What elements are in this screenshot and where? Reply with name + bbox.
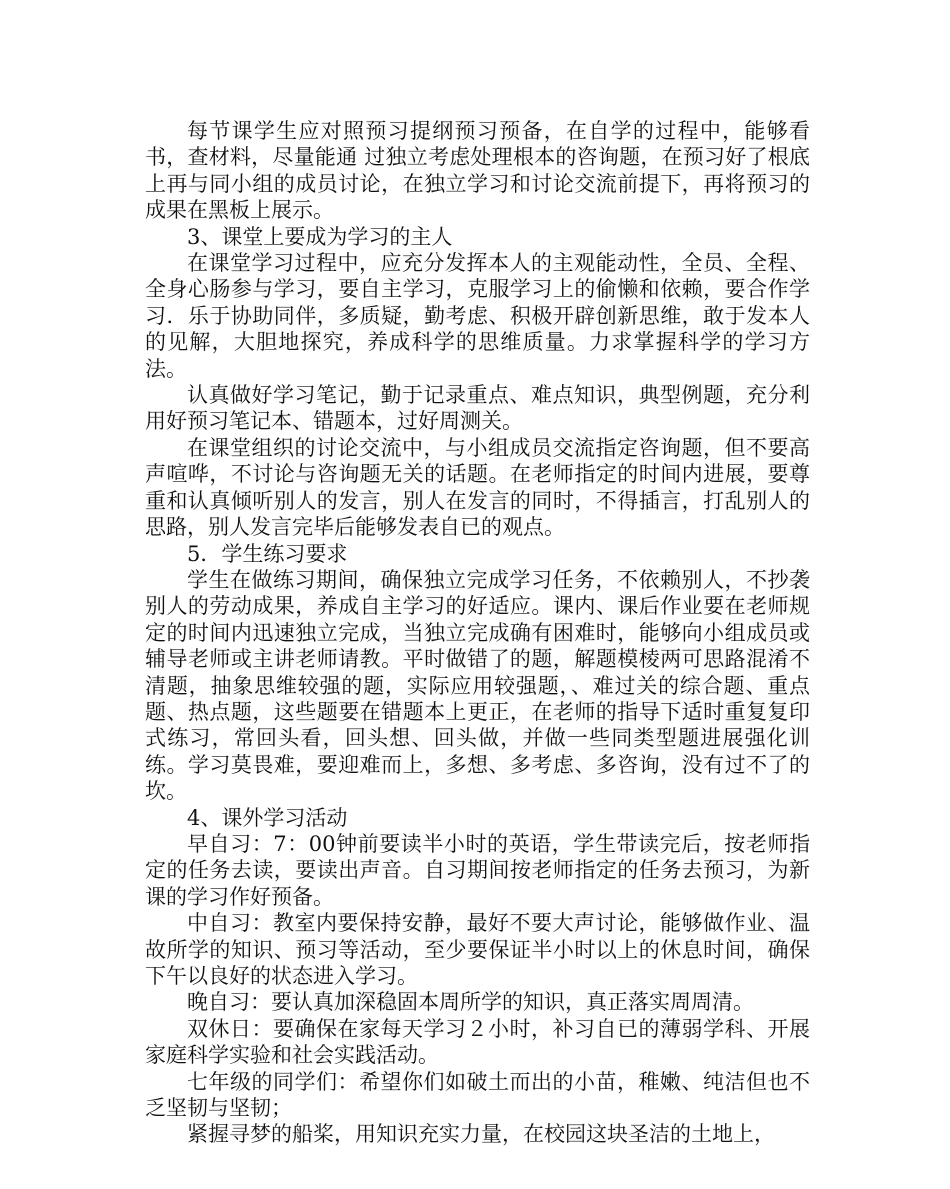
paragraph-noon-study: 中自习：教室内要保持安静，最好不要大声讨论，能够做作业、温故所学的知识、预习等活动，至少要保证半小时以上的休息时间，确保下午以良好的状态进入学习。 xyxy=(145,911,810,988)
heading-extracurricular-activities: 4、课外学习活动 xyxy=(187,805,348,830)
document-page xyxy=(145,118,810,1148)
paragraph-study-notes: 认真做好学习笔记，勤于记录重点、难点知识，典型例题，充分利用好预习笔记本、错题本，过好周测关。 xyxy=(145,383,810,434)
paragraph-preview-instructions: 每节课学生应对照预习提纲预习预备，在自学的过程中，能够看书，查材料，尽量能通 过独立考虑处理根本的咨询题，在预习好了根底上再与同小组的成员讨论，在独立学习和讨论交流前提下，再将预习的成果在黑板上展示。 xyxy=(145,119,810,223)
paragraph-group-discussion: 在课堂组织的讨论交流中，与小组成员交流指定咨询题，但不要高声喧哗，不讨论与咨询题无关的话题。在老师指定的时间内进展，要尊重和认真倾听别人的发言，别人在发言的同时，不得插言，打乱别人的思路，别人发言完毕后能够发表自已的观点。 xyxy=(145,435,810,540)
heading-classroom-master: 3、课堂上要成为学习的主人 xyxy=(187,224,453,249)
heading-practice-requirements: 5．学生练习要求 xyxy=(187,541,348,566)
paragraph-weekend: 双休日：要确保在家每天学习２小时，补习自已的薄弱学科、开展家庭科学实验和社会实践活动。 xyxy=(145,1016,810,1068)
paragraph-practice-details: 学生在做练习期间，确保独立完成学习任务，不依赖别人，不抄袭别人的劳动成果，养成自主学习的好适应。课内、课后作业要在老师规定的时间内迅速独立完成，当独立完成确有困难时，能够向小组成员或辅导老师或主讲老师请教。平时做错了的题，解题模棱两可思路混淆不清题，抽象思维较强的题，实际应用较强题，、难过关的综合题、重点题、热点题，这些题要在错题本上更正，在老师的指导下适时重复复印式练习，常回头看，回头想、回头做，并做一些同类型题进展强化训练。学习莫畏难，要迎难而上，多想、多考虑、多咨询，没有过不了的坎。 xyxy=(145,567,810,804)
paragraph-grade-seven-students: 七年级的同学们：希望你们如破土而出的小苗，稚嫩、纯洁但也不乏坚韧与坚韧； xyxy=(145,1069,810,1121)
paragraph-dream-oars: 紧握寻梦的船桨，用知识充实力量，在校园这块圣洁的土地上， xyxy=(187,1122,775,1147)
paragraph-evening-study: 晚自习：要认真加深稳固本周所学的知识，真正落实周周清。 xyxy=(187,990,754,1015)
paragraph-morning-study: 早自习：7：00钟前要读半小时的英语，学生带读完后，按老师指定的任务去读，要读出声音。自习期间按老师指定的任务去预习，为新课的学习作好预备。 xyxy=(145,831,810,909)
paragraph-classroom-learning: 在课堂学习过程中，应充分发挥本人的主观能动性，全员、全程、全身心肠参与学习，要自主学习，克服学习上的偷懒和依赖，要合作学习．乐于协助同伴，多质疑，勤考虑、积极开辟创新思维，敢于发本人的见解，大胆地探究，养成科学的思维质量。力求掌握科学的学习方法。 xyxy=(145,251,810,381)
